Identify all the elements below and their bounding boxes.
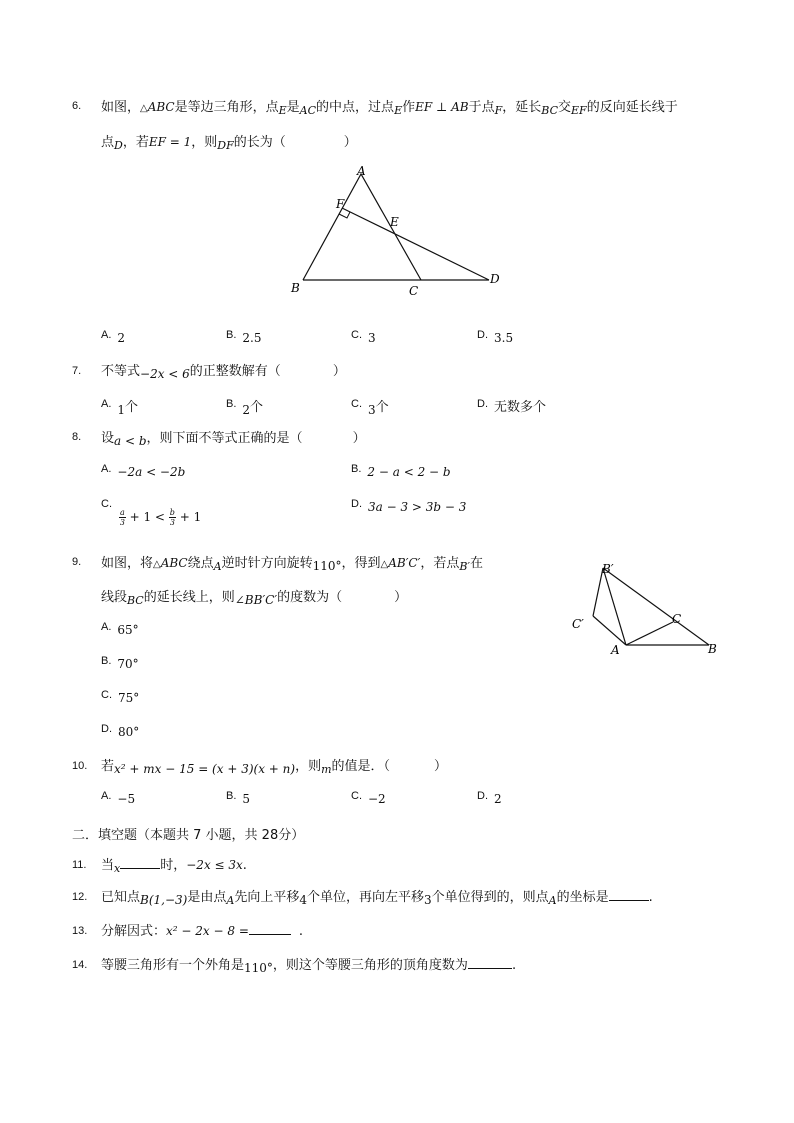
- q6-text-line2: 点$_D$，若EF = 1，则$_{DF}$的长为（ ）: [101, 135, 357, 152]
- label-c: C: [409, 284, 419, 298]
- q9-option-a[interactable]: $^{A.}$ 65°: [101, 621, 139, 637]
- q10-text: 若x² + mx − 15 = (x + 3)(x + n)，则$_m$的值是．（ ）: [101, 759, 448, 776]
- line-b1-b: [603, 568, 709, 645]
- fraction-b-over-3: $\frac{b}{3}$: [169, 508, 175, 527]
- q12-answer-blank[interactable]: [609, 888, 649, 901]
- q6-text-line1: 如图，△ABC是等边三角形，点$_E$是$_{AC}$的中点，过点$_E$作EF ⊥ AB于点$_F$，延长$_{BC}$交$_{EF}$的反向延长线于: [101, 100, 678, 117]
- q8-option-b[interactable]: $^{B.}$ 2 − a < 2 − b: [351, 463, 451, 479]
- q10-number: 10.: [72, 760, 88, 772]
- label-a: A: [357, 164, 366, 178]
- q9-option-b[interactable]: $^{B.}$ 70°: [101, 655, 139, 671]
- q6-number: 6.: [72, 100, 82, 112]
- label-d: D: [490, 272, 500, 286]
- q9-option-c[interactable]: $^{C.}$ 75°: [101, 689, 140, 705]
- q6-option-d[interactable]: $^{D.}$ 3.5: [477, 329, 514, 345]
- q11-answer-blank[interactable]: [120, 856, 160, 869]
- right-angle-mark: [339, 212, 350, 218]
- q7-option-c[interactable]: $^{C.}$ 3个: [351, 398, 389, 417]
- section-heading: 二．填空题（本题共 7 小题，共 28分）: [72, 828, 305, 843]
- q11-number: 11.: [72, 859, 87, 871]
- label-b: B: [708, 642, 717, 656]
- label-a: A: [611, 643, 620, 657]
- segment-ac: [626, 622, 673, 645]
- q9-rotation-figure: [565, 558, 735, 663]
- q6-option-a[interactable]: $^{A.}$ 2: [101, 329, 126, 345]
- q9-text-line1: 如图，将△ABC绕点$_A$逆时针方向旋转110°，得到△AB′C′，若点$_{B'}$在: [101, 556, 483, 573]
- q13-number: 13.: [72, 925, 88, 937]
- q6-triangle-figure: [285, 162, 510, 302]
- segment-ab1: [603, 568, 626, 645]
- q12-number: 12.: [72, 891, 88, 903]
- label-f: F: [336, 197, 345, 211]
- q6-option-b[interactable]: $^{B.}$ 2.5: [226, 329, 262, 345]
- q6-option-c[interactable]: $^{C.}$ 3: [351, 329, 376, 345]
- label-b: B: [291, 281, 300, 295]
- q11-text: 当$_x$ 时，−2x ≤ 3x.: [101, 858, 247, 875]
- q10-option-d[interactable]: $^{D.}$ 2: [477, 790, 502, 806]
- q7-text: 不等式−2x < 6的正整数解有（ ）: [101, 364, 346, 381]
- q9-number: 9.: [72, 556, 82, 568]
- q7-number: 7.: [72, 365, 82, 377]
- q13-answer-blank[interactable]: [249, 922, 291, 935]
- label-c: C: [672, 612, 682, 626]
- q14-text: 等腰三角形有一个外角是110°，则这个等腰三角形的顶角度数为 .: [101, 958, 517, 975]
- q13-text: 分解因式：x² − 2x − 8 = .: [101, 924, 304, 939]
- label-e: E: [390, 215, 399, 229]
- q7-option-a[interactable]: $^{A.}$ 1个: [101, 398, 139, 417]
- q14-answer-blank[interactable]: [468, 956, 512, 969]
- fraction-a-over-3: $\frac{a}{3}$: [119, 508, 125, 527]
- q14-number: 14.: [72, 959, 88, 971]
- q10-option-b[interactable]: $^{B.}$ 5: [226, 790, 251, 806]
- q7-option-d[interactable]: $^{D.}$ 无数多个: [477, 398, 547, 415]
- q10-option-c[interactable]: $^{C.}$ −2: [351, 790, 386, 806]
- q12-text: 已知点B(1,−3)是由点$_A$先向上平移4个单位，再向左平移3个单位得到的，则点$_A$的坐标是 .: [101, 890, 653, 907]
- q9-text-line2: 线段$_{BC}$的延长线上，则∠BB′C′的度数为（ ）: [101, 590, 408, 607]
- q9-option-d[interactable]: $^{D.}$ 80°: [101, 723, 140, 739]
- q8-option-a[interactable]: $^{A.}$ −2a < −2b: [101, 463, 186, 479]
- q10-option-a[interactable]: $^{A.}$ −5: [101, 790, 136, 806]
- triangle-abc: [303, 174, 421, 280]
- q8-option-d[interactable]: $^{D.}$ 3a − 3 > 3b − 3: [351, 498, 467, 514]
- q7-option-b[interactable]: $^{B.}$ 2个: [226, 398, 264, 417]
- q8-number: 8.: [72, 431, 82, 443]
- label-b-prime: B′: [602, 562, 614, 576]
- label-c-prime: C′: [572, 617, 584, 631]
- q8-text: 设a < b，则下面不等式正确的是（ ）: [101, 431, 366, 448]
